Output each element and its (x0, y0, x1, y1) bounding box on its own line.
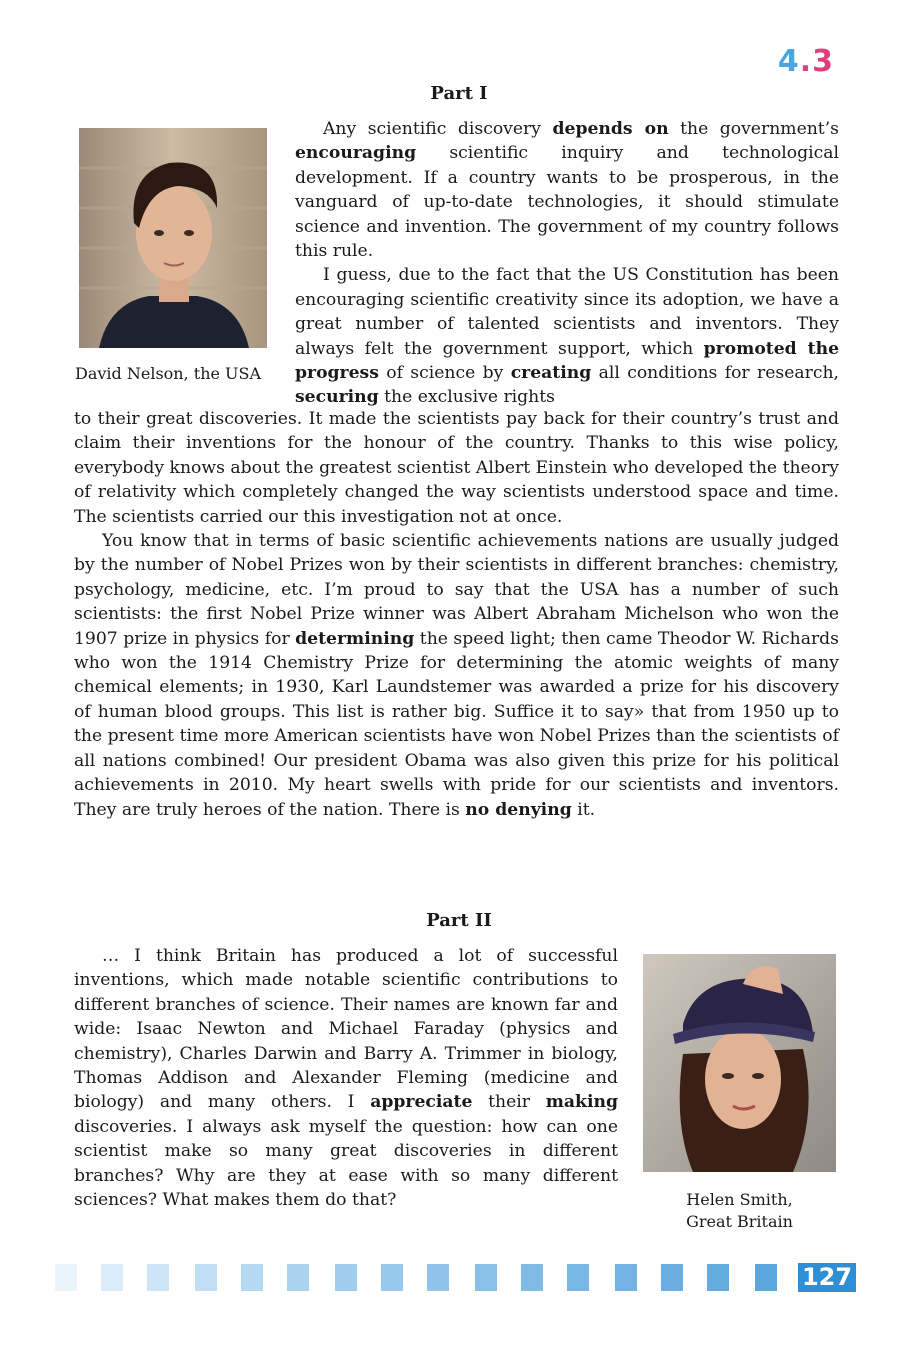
unit-major: 4 (777, 44, 800, 79)
text-run: the government’s (668, 119, 839, 139)
part1-paragraph-3 (74, 529, 839, 822)
bold-term: making (545, 1092, 618, 1113)
text-run: to their great discoveries. It made the scientists pay back for their country’s trust and claim their inventions for the honour of the country. Thanks to this wise policy, everybody knows about the greatest scientist Albert Einstein who developed the theory of relativity which completely changed the way scientists understood space and time. The scientists carried our this investigation not at once. (74, 409, 839, 527)
text-run: You know that in terms of basic scientific achievements nations are usually judged by the number of Nobel Prizes won by their scientists in different branches: chemistry, psychology, medicine, etc. I’m proud to say that the USA has a number of such scientists: the first Nobel Prize winner was Albert Abraham Michelson who won the 1907 prize in physics for (74, 531, 839, 649)
text-run: all conditions for research, (591, 363, 839, 384)
caption-name: Helen Smith, (686, 1190, 793, 1209)
part1-heading: Part I (430, 83, 488, 104)
part1-paragraph-2-cont (74, 407, 839, 529)
text-run: … I think Britain has produced a lot of successful inventions, which made notable scientific contributions to different branches of science. Their names are known far and wide: Isaac Newton and Michael Faraday (physics and chemistry), Charles Darwin and Barry A. Trimmer in biology, Thomas Addison and Alexander Fleming (medicine and biology) and many others. I (74, 946, 618, 1113)
part2-heading: Part II (426, 910, 492, 931)
footer-square (195, 1264, 217, 1291)
footer-square (521, 1264, 543, 1291)
bold-term: determining (295, 628, 415, 649)
photo-caption-david: David Nelson, the USA (75, 364, 262, 383)
bold-term: promoted the progress (295, 338, 839, 384)
photo-david-nelson (79, 128, 267, 348)
footer-square (147, 1264, 169, 1291)
footer-square (335, 1264, 357, 1291)
text-run: the exclusive rights (378, 387, 555, 408)
unit-minor: 3 (812, 44, 834, 79)
footer-square (755, 1264, 777, 1291)
part1-paragraph-2-start (295, 263, 839, 409)
caption-country: Great Britain (686, 1212, 793, 1231)
text-run: scientific inquiry and technological development. If a country wants to be prosperous, in the vanguard of up-to-date technologies, it should stimulate science and invention. The government of my country follows this rule. (295, 143, 839, 262)
footer-square (55, 1264, 77, 1291)
footer-square (241, 1264, 263, 1291)
footer-square (567, 1264, 589, 1291)
footer-square (615, 1264, 637, 1291)
text-run: Any scientific discovery (323, 119, 553, 139)
text-run: it. (571, 799, 596, 820)
footer-square (661, 1264, 683, 1291)
footer-square (475, 1264, 497, 1291)
part1-paragraph-1 (295, 117, 839, 263)
footer-square (101, 1264, 123, 1291)
bold-term: appreciate (370, 1092, 473, 1113)
part1-full-column (74, 407, 839, 822)
footer-decorative-bar (55, 1264, 915, 1291)
part2-paragraph-1 (74, 944, 618, 1212)
photo-helen-smith (643, 954, 836, 1172)
text-run: their (472, 1092, 546, 1113)
footer-square (427, 1264, 449, 1291)
footer-square (381, 1264, 403, 1291)
footer-square (707, 1264, 729, 1291)
part1-wrap-column (295, 117, 839, 410)
page-number: 127 (798, 1263, 856, 1292)
text-run: of science by (378, 363, 511, 384)
part2-column (74, 944, 618, 1212)
text-run: discoveries. I always ask myself the question: how can one scientist make so many great discoveries in different branches? Why are they at ease with so many different sciences? What makes them do that? (74, 1116, 618, 1211)
photo-caption-helen (643, 1189, 836, 1233)
bold-term: no denying (465, 799, 572, 820)
unit-dot: . (799, 44, 813, 79)
bold-term: encouraging (295, 143, 417, 164)
footer-square (287, 1264, 309, 1291)
bold-term: depends on (552, 119, 669, 139)
text-run: I guess, due to the fact that the US Constitution has been encouraging scientific creativity since its adoption, we have a great number of talented scientists and inventors. They always felt the government support, which (295, 265, 839, 359)
unit-number (778, 44, 834, 79)
text-run: the speed light; then came Theodor W. Richards who won the 1914 Chemistry Prize for determining the atomic weights of many chemical elements; in 1930, Karl Laundstemer was awarded a prize for his discovery of human blood groups. This list is rather big. Suffice it to say» that from 1950 up to the present time more American scientists have won Nobel Prizes than the scientists of all nations combined! Our president Obama was also given this prize for his political achievements in 2010. My heart swells with pride for our scientists and inventors. They are truly heroes of the nation. There is (74, 628, 839, 820)
bold-term: securing (295, 387, 379, 408)
bold-term: creating (510, 363, 592, 384)
portrait-woman-image (643, 954, 836, 1172)
portrait-man-image (79, 128, 267, 348)
